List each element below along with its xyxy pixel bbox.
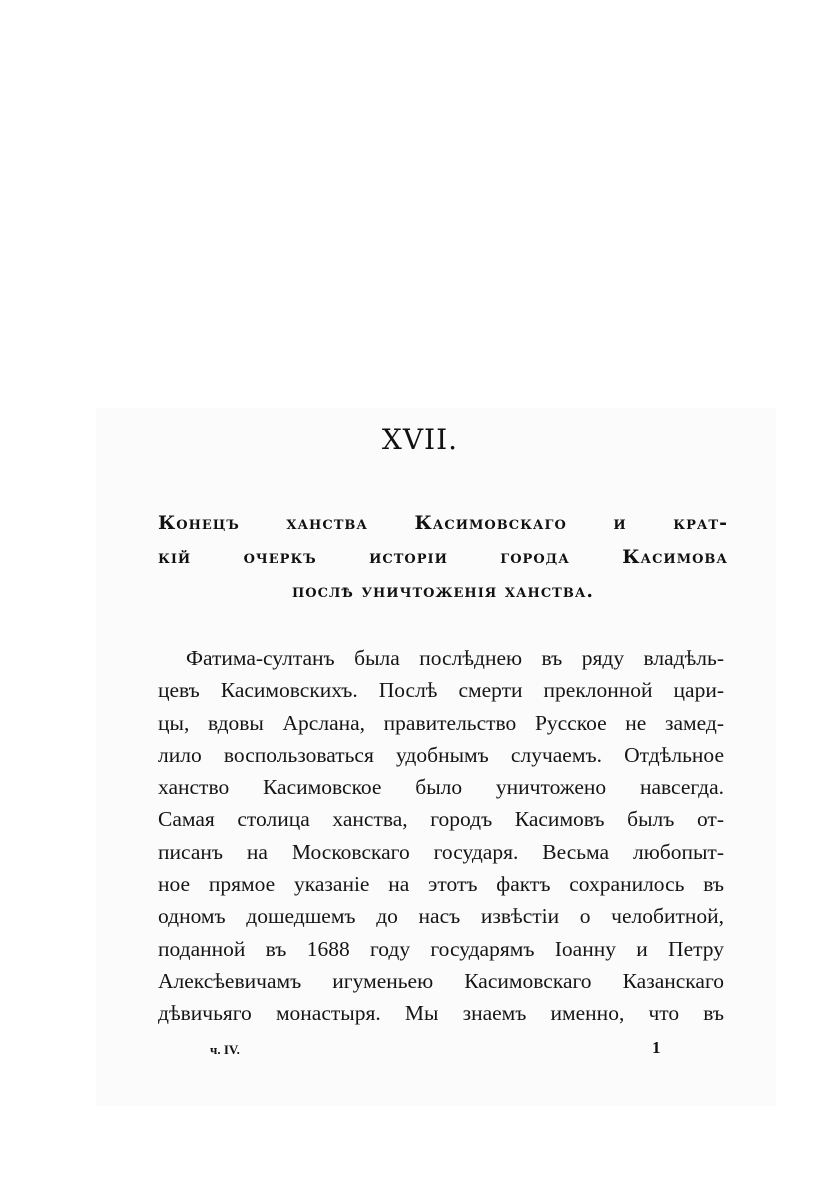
heading-line: послѣ уничтоженія ханства. — [291, 580, 595, 602]
text-line: Самая столица ханства, городъ Касимовъ былъ от- — [158, 807, 724, 832]
text-line: лило воспользоваться удобнымъ случаемъ. Отдѣльное — [158, 742, 724, 767]
page-footer — [0, 1038, 840, 1062]
text-line: одномъ дошедшемъ до насъ извѣстіи о челобитной, — [158, 904, 724, 929]
text-line: цевъ Касимовскихъ. Послѣ смерти преклонной цари- — [158, 678, 724, 703]
text-line: цы, вдовы Арслана, правительство Русское не замед- — [158, 710, 724, 735]
signature-mark: ч. IV. — [210, 1042, 240, 1057]
heading-line: Конецъ ханства Касимовскаго и крат- — [158, 512, 728, 534]
text-line: Фатима-султанъ была послѣднею въ ряду владѣль- — [186, 646, 724, 670]
page-number: 1 — [652, 1038, 661, 1057]
heading-line: кій очеркъ исторіи города Касимова — [158, 546, 728, 568]
text-line: Алексѣевичамъ игуменьею Касимовскаго Казанскаго — [158, 968, 724, 993]
text-line: ханство Касимовское было уничтожено навсегда. — [158, 775, 724, 800]
text-line: дѣвичьяго монастыря. Мы знаемъ именно, что въ — [158, 1001, 724, 1026]
text-line: ное прямое указаніе на этотъ фактъ сохранилось въ — [158, 872, 724, 897]
body-paragraph — [158, 642, 724, 1030]
text-line: писанъ на Московскаго государя. Весьма любопыт- — [158, 839, 724, 864]
text-line: поданной въ 1688 году государямъ Іоанну и Петру — [158, 936, 724, 961]
chapter-number: XVII. — [381, 423, 459, 456]
chapter-heading — [158, 506, 728, 608]
